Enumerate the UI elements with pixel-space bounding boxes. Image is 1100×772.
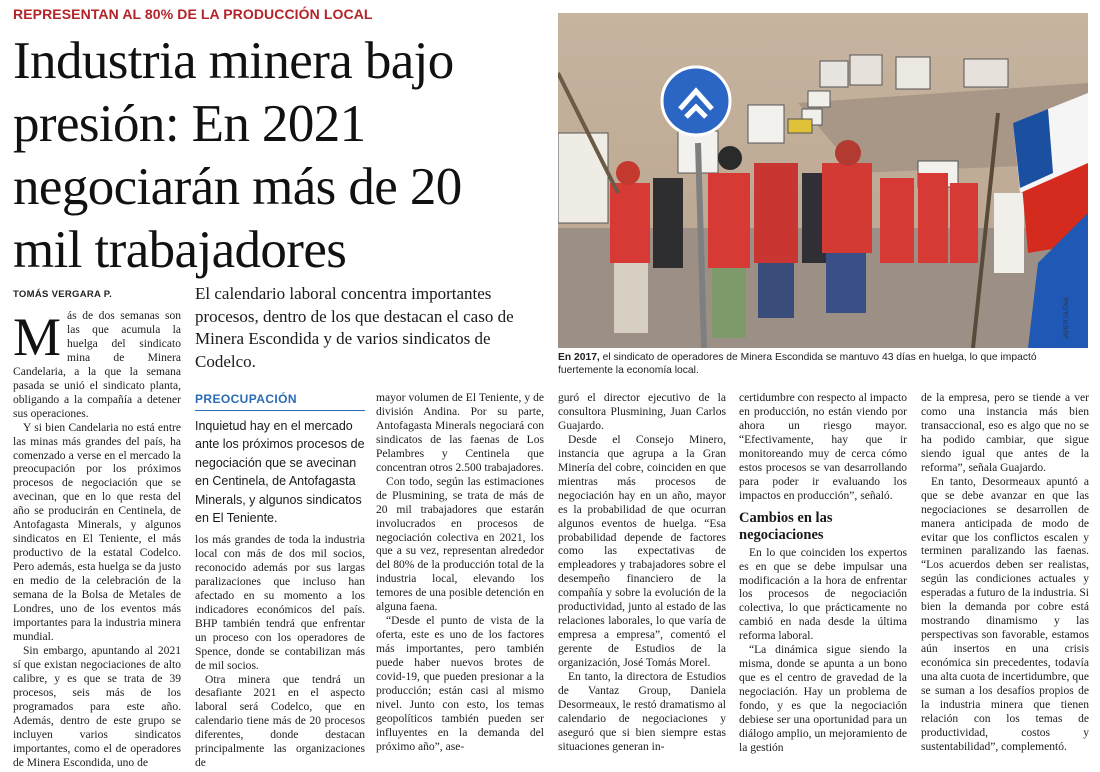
- headline: Industria minera bajo presión: En 2021 negociarán más de 20 mil trabajadores: [13, 32, 462, 279]
- pullquote-text: Inquietud hay en el mercado ante los próximos procesos de negociación que se avecinan en Centinela, de Antofagasta Minerals, y algunos sindicatos en El Teniente.: [195, 419, 365, 526]
- col3-paragraph: Con todo, según las estimaciones de Plusmining, se trata de más de 20 mil trabajadores que estarán involucrados en procesos de negociación colectiva en 2021, los que a su vez, representan alrededor del 80% de la producción total de la industria local, elevando los temores de una posible detención en alguna faena.: [376, 475, 544, 614]
- col3-paragraph: “Desde el punto de vista de la oferta, este es uno de los factores más importantes, pero también puede haber nuevos brotes de covid-19, que pueden presionar a la producción; están casi al mismo nivel. Junto con esto, los temas geopolíticos también pueden ser influyentes en la demanda del próximo año”, ase-: [376, 615, 544, 753]
- byline: TOMÁS VERGARA P.: [13, 289, 113, 300]
- pullquote: [195, 392, 365, 527]
- col4-paragraph: Desde el Consejo Minero, instancia que agrupa a la Gran Minería del cobre, coinciden en que mientras más procesos de negociación hay en un año, mayor es la probabilidad de que ocurran algunos eventos de huelga. “Esa probabilidad depende de factores como las expectativas de empleadores y trabajadores sobre el desempeño financiero de la compañía y sobre la evolución de la productividad, junto al estado de las relaciones laborales, lo que varía de empresa a empresa”, comentó el gerente de Estudios de la organización, José Tomás Morel.: [558, 433, 726, 670]
- col5-paragraph: “La dinámica sigue siendo la misma, donde se apunta a un bono que es el centro de gravedad de la negociación. Hay un problema de fondo, y es que la negociación debiese ser una oportunidad para un diálogo amplio, un mejoramiento de la gestión: [739, 644, 907, 754]
- col4-paragraph: guró el director ejecutivo de la consultora Plusmining, Juan Carlos Guajardo.: [558, 392, 726, 432]
- photo-caption: [558, 351, 1088, 377]
- traffic-sign: [662, 67, 730, 135]
- section-heading: Cambios en las negociaciones: [739, 509, 833, 543]
- kicker: REPRESENTAN AL 80% DE LA PRODUCCIÓN LOCAL: [13, 6, 373, 22]
- pullquote-title: PREOCUPACIÓN: [195, 392, 365, 411]
- col2-paragraph: Otra minera que tendrá un desafiante 2021 en el aspecto laboral será Codelco, que en calendario tiene más de 20 procesos diferentes, donde destacan principalmente las organizaciones de: [195, 673, 365, 770]
- body-column-1: [13, 307, 181, 770]
- col2-paragraph: los más grandes de toda la industria local con más de dos mil socios, reconocido además por sus largas paralizaciones que incluso han afectado en su momento a los indicadores económicos del país. BHP también tendrá que enfrentar un proceso con los operadores de Spence, donde se contabilizan más de mil socios.: [195, 534, 365, 672]
- caption-text: el sindicato de operadores de Minera Escondida se mantuvo 43 días en huelga, lo que impactó fuertemente la economía local.: [558, 352, 1037, 377]
- body-column-6: [921, 392, 1089, 755]
- col3-paragraph: mayor volumen de El Teniente, y de división Andina. Por su parte, Antofagasta Minerals negociará con sindicatos de las faenas de Los Pelambres y Centinela que concentran otros 2.500 trabajadores.: [376, 392, 544, 474]
- news-photo: [558, 13, 1088, 348]
- dropcap: M: [13, 307, 62, 367]
- col1-paragraph: Sin embargo, apuntando al 2021 sí que existan negociaciones de alto calibre, y es que se trata de 39 procesos, seis más de los programados para este año. Además, dentro de este grupo se incluyen varios sindicatos importantes, como el de operadores de Minera Escondida, uno de: [13, 644, 181, 769]
- col5-paragraph: En lo que coinciden los expertos es en que se debe impulsar una modificación a la hora de enfrentar los procesos de negociación colectiva, lo que prácticamente no cambió en nada desde la última reforma laboral.: [739, 546, 907, 643]
- body-column-5: [739, 392, 907, 756]
- standfirst: El calendario laboral concentra importantes procesos, dentro de los que destacan el caso de Minera Escondida y de varios sindicatos de Codelco.: [195, 284, 514, 371]
- caption-lead: En 2017,: [558, 352, 600, 363]
- body-column-4: [558, 392, 726, 755]
- body-column-3: [376, 392, 544, 755]
- col6-paragraph: En tanto, Desormeaux apuntó a que se debe avanzar en que las negociaciones se desarrollen de manera anticipada de modo de evitar que los conflictos escalen y terminen paralizando las faenas. “Los acuerdos deben ser realistas, según las condiciones actuales y esperadas a futuro de la industria. Si bien la demanda por cobre está mostrando dinamismo y las perspectivas son favorable, estamos aún insertos en una crisis económica sin precedentes, todavía una alta cuota de incertidumbre, que se suman a los desafíos propios de la industria minera que tienen relación con los temas de productividad, costos y sustentabilidad”, complementó.: [921, 475, 1089, 753]
- col1-paragraph: ás de dos semanas son las que acumula la huelga del sindicato mina de Minera Candelaria, a la que la semana pasada se unió el sindicato planta, obligando a la compañía a detener sus operaciones.: [13, 310, 181, 420]
- body-column-2: [195, 534, 365, 771]
- col5-paragraph: certidumbre con respecto al impacto en producción, no están viendo por ahora un riesgo mayor. “Efectivamente, hay que ir monitoreando muy de cerca cómo estos procesos se van desarrollando para poder ir evaluando los impactos en producción”, señaló.: [739, 392, 907, 502]
- photo-credit: JAVIER GLENA: [1064, 297, 1070, 340]
- col4-paragraph: En tanto, la directora de Estudios de Vantaz Group, Daniela Desormeaux, le restó dramatismo al calendario de negociaciones y aseguró que si bien siempre estas situaciones generan in-: [558, 671, 726, 753]
- col6-paragraph: de la empresa, pero se tiende a ver como una instancia más bien transaccional, eso es algo que no se ha podido cambiar, que sigue siendo igual que antes de la reforma”, señala Guajardo.: [921, 392, 1089, 474]
- col1-paragraph: Y si bien Candelaria no está entre las minas más grandes del país, ha comenzado a verse en el mercado la preocupación por los próximos procesos de negociación que se avecinan, que en lo que resta del año se producirán en Centinela, de Antofagasta Minerals, y algunos sindicatos en El Teniente, el más productivo de la estatal Codelco. Pero además, esta huelga se da justo en medio de la celebración de la semana de la Bolsa de Metales de Londres, uno de los eventos más importantes para la industria minera mundial.: [13, 421, 181, 643]
